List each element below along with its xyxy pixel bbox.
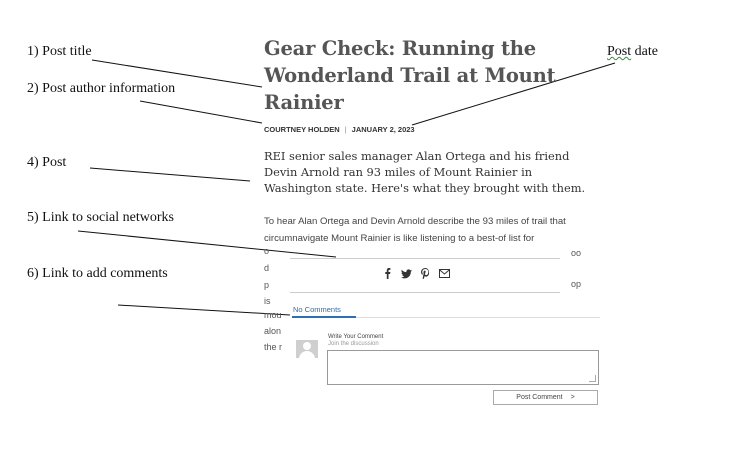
author-name[interactable]: COURTNEY HOLDEN <box>264 125 340 134</box>
body-fragment: alon <box>264 326 282 336</box>
leader-line-post-title <box>92 60 262 87</box>
body-fragment: op <box>571 279 582 289</box>
resize-grip-icon[interactable] <box>589 375 596 382</box>
body-fragment: mou <box>264 310 282 320</box>
write-comment-subtitle: Join the discussion <box>328 341 379 347</box>
post-comment-button[interactable] <box>493 390 598 405</box>
body-line-1: To hear Alan Ortega and Devin Arnold describe the 93 miles of trail that <box>264 216 566 227</box>
body-fragment: is <box>264 296 271 306</box>
share-divider-bottom <box>290 292 560 293</box>
annotation-post-date-word1: Post <box>607 44 632 59</box>
share-divider-top <box>290 258 560 259</box>
write-comment-label: Write Your Comment <box>328 334 384 340</box>
body-fragment: the r <box>264 342 283 352</box>
annotation-add-comments: 6) Link to add comments <box>27 266 168 281</box>
annotation-post-title: 1) Post title <box>27 44 92 59</box>
annotation-social-links: 5) Link to social networks <box>27 210 174 225</box>
post-title: Gear Check: Running the Wonderland Trail at Mount Rainier <box>264 37 556 114</box>
twitter-icon[interactable] <box>401 268 412 279</box>
comment-textarea[interactable] <box>327 350 599 385</box>
annotation-post: 4) Post <box>27 155 67 170</box>
body-fragment: d <box>264 263 270 273</box>
pinterest-icon[interactable] <box>420 268 431 279</box>
avatar <box>296 340 318 358</box>
email-icon[interactable] <box>439 268 450 279</box>
leader-line-post <box>90 168 250 181</box>
post-comment-label: Post Comment <box>516 394 563 401</box>
annotation-post-date-word2: date <box>634 44 658 59</box>
post-date: JANUARY 2, 2023 <box>351 125 415 134</box>
annotation-post-author: 2) Post author information <box>27 81 176 96</box>
body-fragment: o <box>264 246 270 256</box>
byline-separator: | <box>344 125 347 134</box>
body-line-2: circumnavigate Mount Rainier is like listening to a best-of list for <box>264 233 535 244</box>
post-dek: REI senior sales manager Alan Ortega and his friend Devin Arnold ran 93 miles of Mount Rainier in Washington state. Here's what they brought with them. <box>264 149 586 195</box>
leader-line-author <box>140 101 262 123</box>
body-fragment: p <box>264 280 270 290</box>
tab-active-indicator <box>292 316 356 318</box>
facebook-icon[interactable] <box>382 268 393 279</box>
body-fragment: oo <box>571 248 582 258</box>
tab-no-comments[interactable]: No Comments <box>293 305 341 314</box>
post-byline <box>264 125 415 134</box>
avatar-head <box>303 342 311 350</box>
social-share-bar <box>382 268 450 279</box>
avatar-shoulders <box>299 351 315 358</box>
post-body-intro <box>264 213 604 247</box>
chevron-right-icon: > <box>570 394 575 401</box>
